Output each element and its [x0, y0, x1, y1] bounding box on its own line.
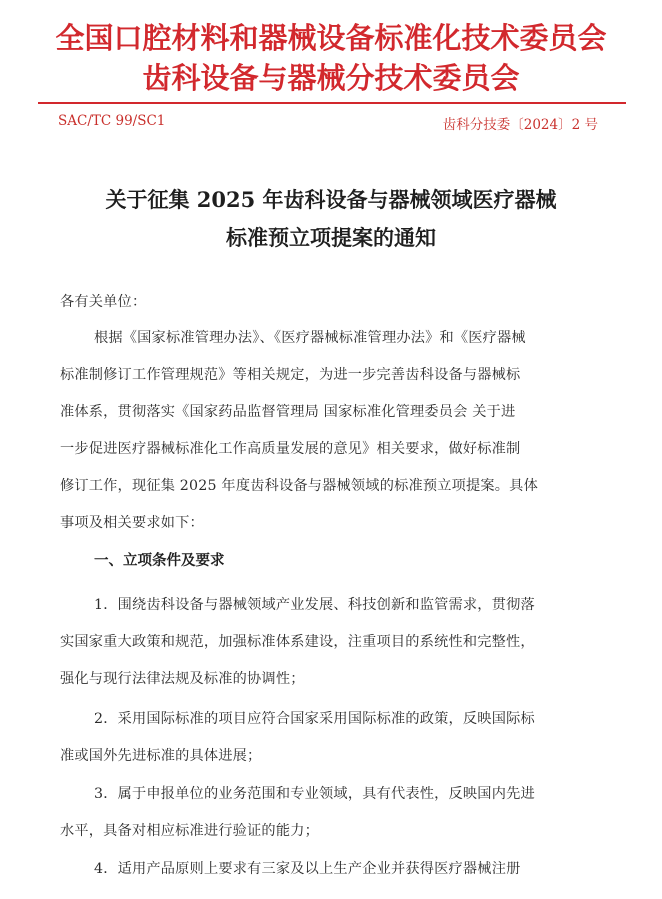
committee-code: SAC/TC 99/SC1	[58, 113, 166, 129]
header-divider	[38, 102, 626, 104]
section-heading: 一、立项条件及要求	[94, 553, 225, 569]
item-line: 1．围绕齿科设备与器械领域产业发展、科技创新和监管需求，贯彻落	[94, 597, 535, 613]
intro-line: 事项及相关要求如下：	[60, 515, 204, 531]
item-line: 准或国外先进标准的具体进展；	[60, 748, 262, 764]
document-title-line-2: 标准预立项提案的通知	[226, 225, 436, 250]
item-line: 2．采用国际标准的项目应符合国家采用国际标准的政策，反映国际标	[94, 711, 535, 727]
item-line: 水平，具备对相应标准进行验证的能力；	[60, 823, 319, 839]
item-line: 实国家重大政策和规范，加强标准体系建设，注重项目的系统性和完整性，	[60, 634, 535, 650]
item-line: 强化与现行法律法规及标准的协调性；	[60, 671, 305, 687]
issuing-subcommittee-name: 齿科设备与器械分技术委员会	[142, 61, 520, 95]
salutation: 各有关单位：	[60, 294, 147, 310]
intro-line: 标准制修订工作管理规范》等相关规定，为进一步完善齿科设备与器械标	[60, 367, 521, 383]
item-line: 3．属于申报单位的业务范围和专业领域，具有代表性，反映国内先进	[94, 786, 535, 802]
document-title-line-1: 关于征集 2025 年齿科设备与器械领域医疗器械	[105, 187, 557, 212]
intro-line: 修订工作，现征集 2025 年度齿科设备与器械领域的标准预立项提案。具体	[60, 478, 538, 494]
issuing-committee-name: 全国口腔材料和器械设备标准化技术委员会	[55, 21, 607, 55]
intro-line: 准体系，贯彻落实《国家药品监督管理局 国家标准化管理委员会 关于进	[60, 404, 516, 420]
intro-line: 根据《国家标准管理办法》、《医疗器械标准管理办法》和《医疗器械	[94, 330, 526, 346]
document-number: 齿科分技委〔2024〕2 号	[442, 117, 598, 133]
item-line: 4．适用产品原则上要求有三家及以上生产企业并获得医疗器械注册	[94, 861, 521, 877]
intro-line: 一步促进医疗器械标准化工作高质量发展的意见》相关要求，做好标准制	[60, 441, 521, 457]
